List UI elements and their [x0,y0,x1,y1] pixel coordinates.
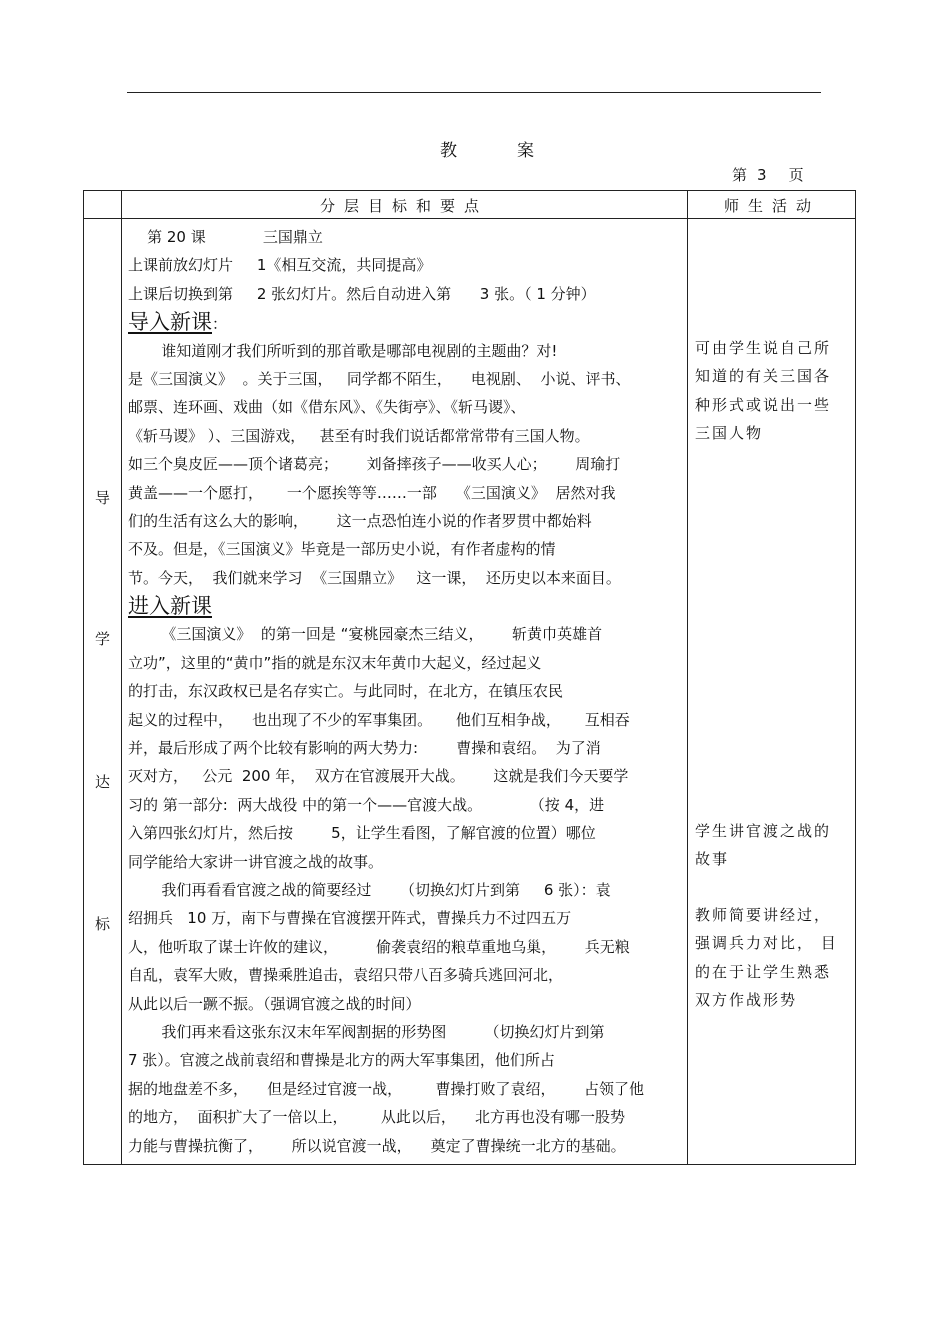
text-line: 力能与曹操抗衡了， 所以说官渡一战， 奠定了曹操统一北方的基础。 [128,1136,626,1155]
page-prefix: 第 [732,166,748,184]
page-suffix: 页 [788,166,804,184]
column-divider [687,191,688,1164]
column-header-objectives: 分层目标和要点 [319,197,488,215]
document-title: 教案 [440,141,594,161]
text-line: 绍拥兵 10 万，南下与曹操在官渡摆开阵式，曹操兵力不过四五万 [128,909,572,928]
header-row-divider [84,218,855,219]
section-heading-new [128,592,684,620]
text-line: 不及。但是，《三国演义》毕竟是一部历史小说，有作者虚构的情 [128,540,556,559]
text-line: 7 张）。官渡之战前袁绍和曹操是北方的两大军事集团，他们所占 [128,1051,555,1070]
text-line: 《三国演义》 的第一回是 “宴桃园豪杰三结义， 斩黄巾英雄首 [128,625,603,644]
text-line: 黄盖——一个愿打， 一个愿挨等等……一部 《三国演义》 居然对我 [128,483,616,502]
text-line: 灭对方， 公元 200 年， 双方在官渡展开大战。 这就是我们今天要学 [128,767,629,786]
teacher-student-note: 学生讲官渡之战的故事 [695,822,832,869]
text-line: 谁知道刚才我们所听到的那首歌是哪部电视剧的主题曲？对! [128,341,558,360]
text-line: 并，最后形成了两个比较有影响的两大势力: 曹操和袁绍。 为了消 [128,739,601,758]
text-line: 同学能给大家讲一讲官渡之战的故事。 [128,852,384,871]
row-label-char: 达 [94,773,110,791]
text-line: 人，他听取了谋士许攸的建议， 偷袭袁绍的粮草重地乌巢， 兵无粮 [128,937,630,956]
text-line: 起义的过程中， 也出现了不少的军事集团。 他们互相争战， 互相吞 [128,710,630,729]
row-label-char: 导 [94,489,110,507]
text-line: 第 20 课 三国鼎立 [128,228,323,246]
text-line: 节。今天， 我们就来学习 《三国鼎立》 这一课， 还历史以本来面目。 [128,568,621,587]
text-line: 我们再看看官渡之战的简要经过 （切换幻灯片到第 6 张）：袁 [128,880,611,899]
heading-new: 进入新课 [128,594,212,619]
text-line: 上课前放幻灯片 1《相互交流，共同提高》 [128,256,432,275]
page-number: 3 [757,166,767,184]
text-line: 自乱，袁军大败，曹操乘胜追击，袁绍只带八百多骑兵逃回河北， [128,966,564,985]
row-label-char: 标 [94,915,110,933]
lesson-plan-table [83,190,856,1165]
section-heading-intro [128,308,684,336]
column-header-activities: 师生活动 [723,197,820,215]
text-line: 据的地盘差不多， 但是经过官渡一战， 曹操打败了袁绍， 占领了他 [128,1079,645,1098]
text-line: 邮票、连环画、戏曲（如《借东风》、《失街亭》、《斩马谡》、 [128,398,526,417]
text-line: 从此以后一蹶不振。（强调官渡之战的时间） [128,994,421,1013]
text-line: 上课后切换到第 2 张幻灯片。然后自动进入第 3 张。（ 1 分钟） [128,284,596,303]
column-divider [121,191,122,1164]
lesson-content [128,223,684,1160]
teacher-student-note: 可由学生说自己所知道的有关三国各种形式或说出一些三国人物 [695,339,832,443]
heading-intro: 导入新课 [128,310,212,335]
text-line: 立功”，这里的“黄巾”指的就是东汉末年黄巾大起义，经过起义 [128,653,542,672]
text-line: 习的 第一部分: 两大战役 中的第一个——官渡大战。 （按 4，进 [128,795,605,814]
text-line: 《斩马谡》 ）、三国游戏， 甚至有时我们说话都常常带有三国人物。 [128,426,590,445]
heading-intro-suffix: ： [212,315,228,334]
text-line: 们的生活有这么大的影响， 这一点恐怕连小说的作者罗贯中都始料 [128,511,592,530]
text-line: 是《三国演义》 。关于三国， 同学都不陌生， 电视剧、 小说、评书、 [128,369,631,388]
text-line: 我们再来看这张东汉末年军阀割据的形势图 （切换幻灯片到第 [128,1022,605,1041]
text-line: 入第四张幻灯片，然后按 5，让学生看图，了解官渡的位置）哪位 [128,824,596,843]
teacher-student-note: 教师简要讲经过，强调兵力对比， 目的在于让学生熟悉双方作战形势 [695,906,838,1010]
text-line: 如三个臭皮匠——顶个诸葛亮； 刘备摔孩子——收买人心； 周瑜打 [128,455,621,474]
text-line: 的地方， 面积扩大了一倍以上， 从此以后， 北方再也没有哪一股势 [128,1108,625,1127]
header-rule [127,92,821,93]
text-line: 的打击，东汉政权已是名存实亡。与此同时，在北方，在镇压农民 [128,682,564,701]
row-label-char: 学 [94,630,110,648]
page-number-label [732,164,804,185]
